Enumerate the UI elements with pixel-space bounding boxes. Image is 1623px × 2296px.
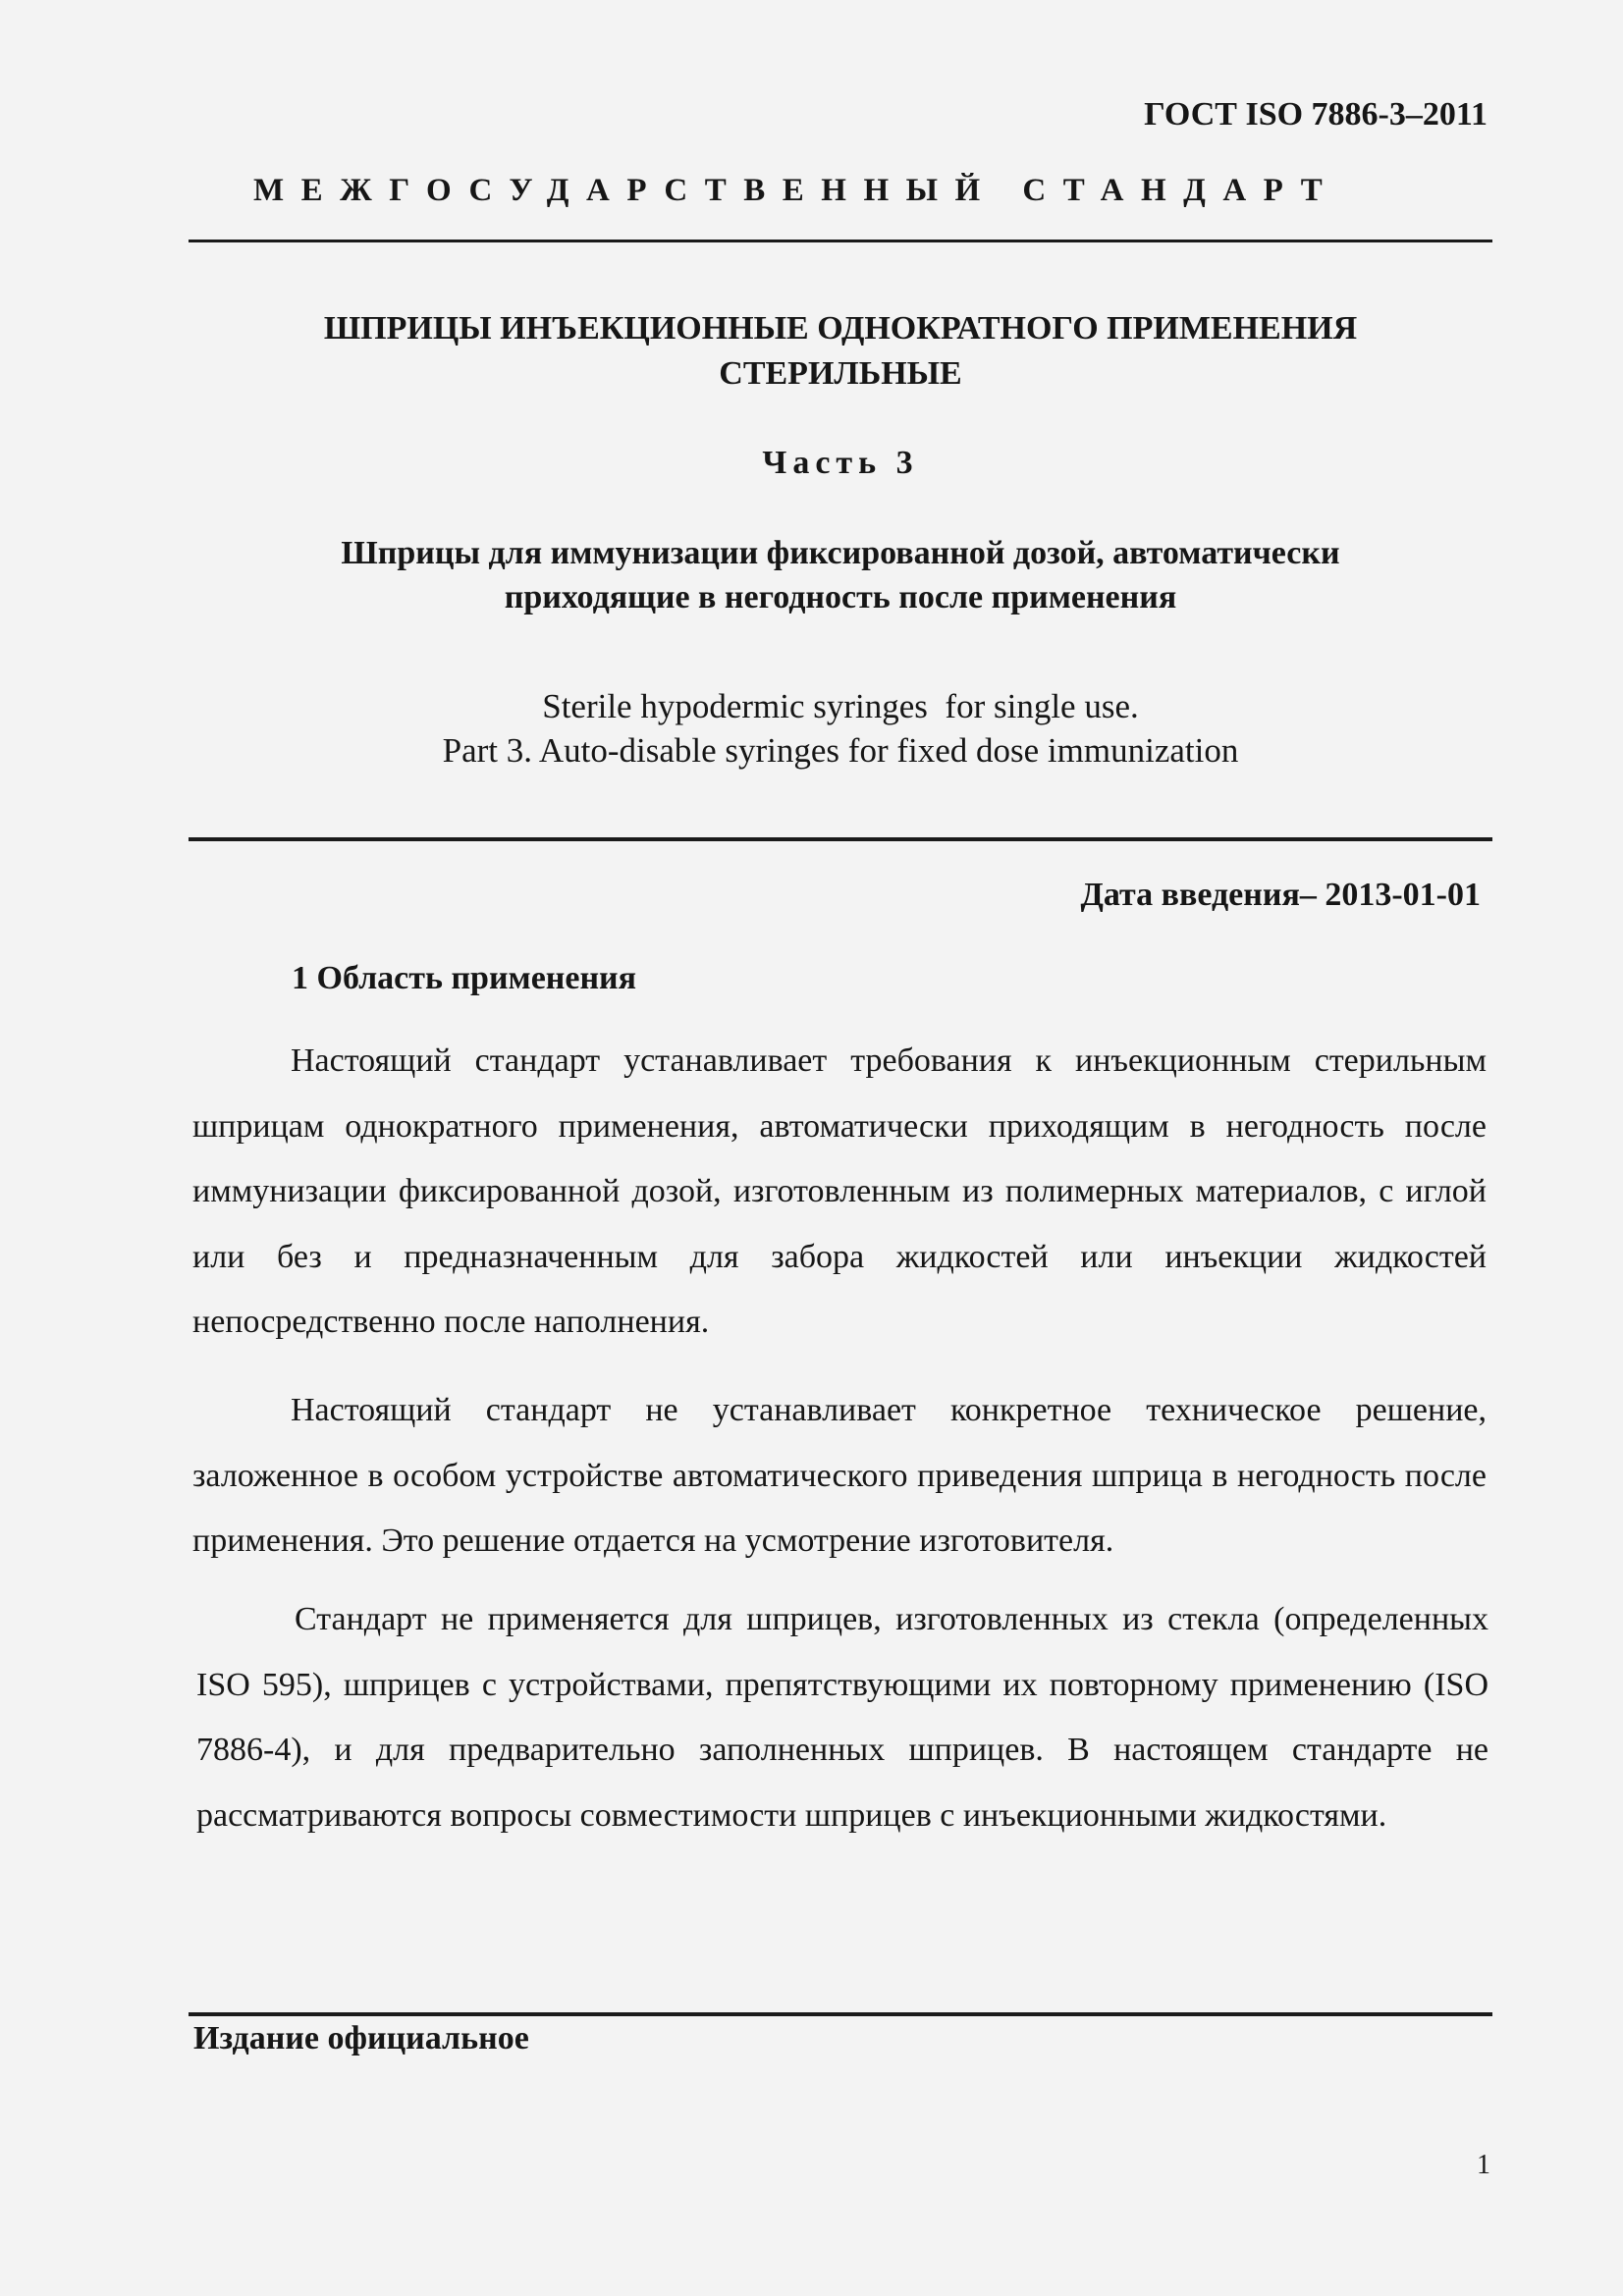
part-heading: Часть 3	[762, 445, 919, 481]
scope-paragraph-1: Настоящий стандарт устанавливает требования к инъекционным стерильным шприцам однократного применения, автоматически приходящим в негодность после иммунизации фиксированной дозой, изготовленным из полимерных материалов, с иглой или без и предназначенным для забора жидкостей или инъекции жидкостей непосредственно после наполнения.	[192, 1042, 1487, 1340]
interstate-standard-heading: МЕЖГОСУДАРСТВЕННЫЙ СТАНДАРТ	[253, 173, 1340, 208]
scope-paragraph-2: Настоящий стандарт не устанавливает конкретное техническое решение, заложенное в особом устройстве автоматического приведения шприца в негодность после применения. Это решение отдается на усмотрение изготовителя.	[192, 1392, 1487, 1559]
bottom-divider	[189, 2012, 1492, 2016]
english-title-line-1: Sterile hypodermic syringes for single use.	[542, 687, 1139, 725]
document-subtitle	[189, 531, 1492, 619]
document-code: ГОСТ ISO 7886-3–2011	[1144, 96, 1488, 133]
introduction-date: Дата введения– 2013-01-01	[1080, 877, 1481, 913]
document-subtitle-line-2: приходящие в негодность после применения	[504, 579, 1177, 615]
document-title-line-1: ШПРИЦЫ ИНЪЕКЦИОННЫЕ ОДНОКРАТНОГО ПРИМЕНЕНИЯ	[323, 310, 1358, 347]
page-number: 1	[1477, 2150, 1490, 2180]
document-title	[189, 306, 1492, 397]
document-subtitle-line-1: Шприцы для иммунизации фиксированной дозой, автоматически	[341, 535, 1340, 571]
top-divider	[189, 240, 1492, 242]
document-title-line-2: СТЕРИЛЬНЫЕ	[719, 355, 962, 392]
section-title: 1 Область применения	[292, 960, 637, 996]
scope-paragraph-3: Стандарт не применяется для шприцев, изготовленных из стекла (определенных ISO 595), шприцев с устройствами, препятствующими их повторному применению (ISO 7886-4), и для предварительно заполненных шприцев. В настоящем стандарте не рассматриваются вопросы совместимости шприцев с инъекционными жидкостями.	[196, 1601, 1488, 1834]
official-edition-label: Издание официальное	[193, 2020, 529, 2056]
middle-divider	[189, 837, 1492, 841]
english-title-line-2: Part 3. Auto-disable syringes for fixed dose immunization	[442, 731, 1239, 770]
english-title	[189, 684, 1492, 773]
